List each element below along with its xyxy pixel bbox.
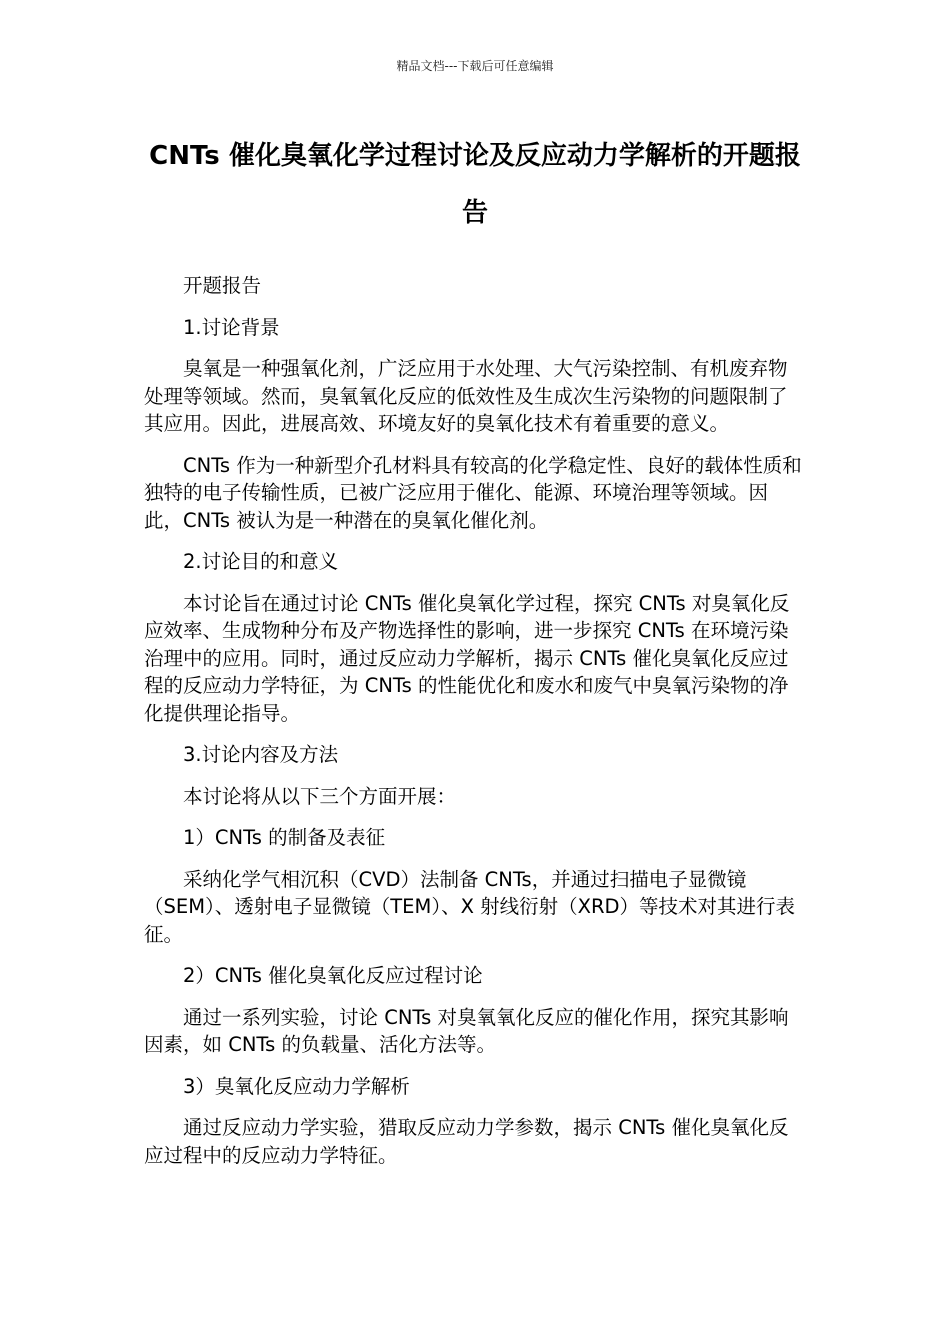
paragraph-cnts-intro: CNTs 作为一种新型介孔材料具有较高的化学稳定性、良好的载体性质和独特的电子传输性质，已被广泛应用于催化、能源、环境治理等领域。因此，CNTs 被认为是一种潜在的臭氧化催化剂。 bbox=[144, 453, 802, 532]
paragraph-preparation: 采纳化学气相沉积（CVD）法制备 CNTs，并通过扫描电子显微镜（SEM）、透射电子显微镜（TEM）、X 射线衍射（XRD）等技术对其进行表征。 bbox=[144, 867, 796, 946]
subheading-catalysis: 2）CNTs 催化臭氧化反应过程讨论 bbox=[183, 964, 483, 987]
document-body bbox=[144, 272, 806, 1183]
paragraph-purpose: 本讨论旨在通过讨论 CNTs 催化臭氧化学过程，探究 CNTs 对臭氧化反应效率、生成物种分布及产物选择性的影响，进一步探究 CNTs 在环境污染治理中的应用。同时，通过反应动力学解析，揭示 CNTs 催化臭氧化反应过程的反应动力学特征，为 CNTs 的性能优化和废水和废气中臭氧污染物的净化提供理论指导。 bbox=[144, 591, 790, 725]
section-heading-purpose: 2.讨论目的和意义 bbox=[183, 550, 339, 573]
paragraph-kinetics: 通过反应动力学实验，猎取反应动力学参数，揭示 CNTs 催化臭氧化反应过程中的反应动力学特征。 bbox=[144, 1116, 789, 1167]
section-heading-background: 1.讨论背景 bbox=[183, 315, 280, 339]
section-heading-content-methods: 3.讨论内容及方法 bbox=[183, 743, 339, 766]
subheading-preparation: 1）CNTs 的制备及表征 bbox=[183, 826, 386, 849]
paragraph-catalysis: 通过一系列实验，讨论 CNTs 对臭氧氧化反应的催化作用，探究其影响因素，如 CNTs 的负载量、活化方法等。 bbox=[144, 1005, 789, 1056]
subheading-kinetics: 3）臭氧化反应动力学解析 bbox=[183, 1074, 410, 1098]
header-note: 精品文档---下载后可任意编辑 bbox=[396, 59, 554, 73]
paragraph-three-aspects: 本讨论将从以下三个方面开展： bbox=[183, 784, 457, 808]
section-label-proposal: 开题报告 bbox=[183, 274, 262, 297]
document-title: CNTs 催化臭氧化学过程讨论及反应动力学解析的开题报告 bbox=[149, 141, 801, 228]
paragraph-ozone-intro: 臭氧是一种强氧化剂，广泛应用于水处理、大气污染控制、有机废弃物处理等领域。然而，臭氧氧化反应的低效性及生成次生污染物的问题限制了其应用。因此，进展高效、环境友好的臭氧化技术有着重要的意义。 bbox=[144, 357, 788, 435]
